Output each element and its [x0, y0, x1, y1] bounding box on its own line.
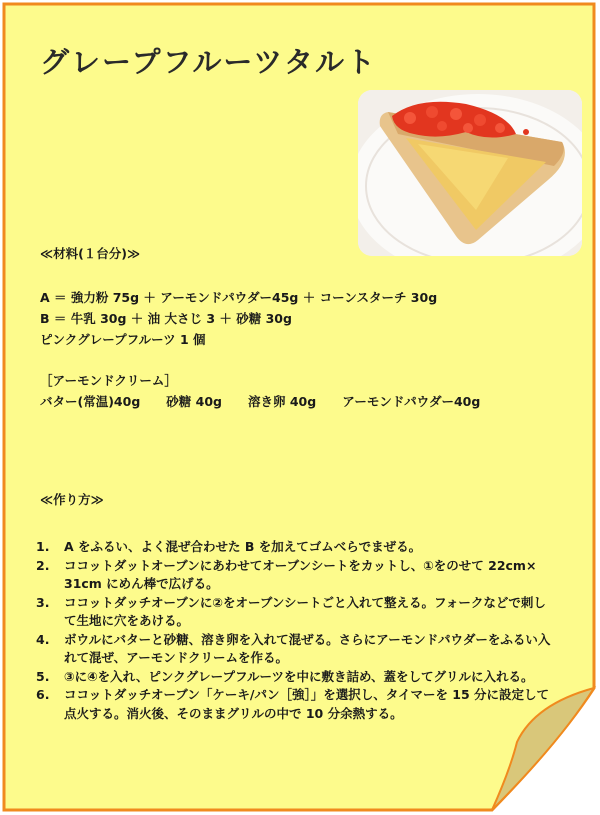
step-number: 1.: [36, 539, 50, 554]
step-item: [36, 668, 556, 687]
almond-cream-ingredients: [40, 394, 506, 410]
step-item: [36, 594, 556, 631]
step-item: [36, 686, 556, 723]
ingredients-heading: ≪材料(１台分)≫: [40, 246, 141, 261]
step-text: ボウルにバターと砂糖、溶き卵を入れて混ぜる。さらにアーモンドパウダーをふるい入れて混ぜ、アーモンドクリームを作る。: [64, 631, 551, 665]
almond-cream-item: 砂糖 40g: [166, 394, 222, 409]
almond-cream-item: 溶き卵 40g: [247, 394, 317, 409]
step-item: [36, 557, 556, 594]
step-text: A をふるい、よく混ぜ合わせた B を加えてゴムべらでまぜる。: [64, 539, 422, 554]
step-number: 2.: [36, 557, 50, 573]
steps-heading: ≪作り方≫: [40, 492, 104, 507]
step-text: ココットダッチオーブンに②をオーブンシートごと入れて整える。フォークなどで刺して生地に穴をあける。: [64, 594, 546, 628]
recipe-title: グレープフルーツタルト: [40, 45, 377, 79]
ingredient-line-b: B ＝ 牛乳 30g ＋ 油 大さじ 3 ＋ 砂糖 30g: [40, 311, 292, 326]
ingredient-line-a: A ＝ 強力粉 75g ＋ アーモンドパウダー45g ＋ コーンスターチ 30g: [40, 290, 438, 305]
step-text: ココットダッチオーブン「ケーキ/パン［強］」を選択し、タイマーを 15 分に設定して点火する。消火後、そのままグリルの中で 10 分余熱する。: [64, 687, 550, 721]
step-number: 6.: [36, 687, 50, 702]
steps-list: [36, 538, 556, 723]
step-number: 5.: [36, 668, 50, 684]
tart-photo: [358, 90, 582, 256]
almond-cream-item: バター(常温)40g: [40, 394, 141, 409]
step-text: ココットダットオーブンにあわせてオーブンシートをカットし、①をのせて 22cm× 31cm にめん棒で広げる。: [64, 557, 537, 591]
step-item: [36, 631, 556, 668]
step-text: ③に④を入れ、ピンクグレープフルーツを中に敷き詰め、蓋をしてグリルに入れる。: [64, 668, 534, 684]
step-number: 3.: [36, 594, 50, 610]
almond-cream-heading: ［アーモンドクリーム］: [40, 373, 177, 388]
almond-cream-item: アーモンドパウダー40g: [342, 394, 481, 409]
step-number: 4.: [36, 631, 50, 647]
ingredient-line-grapefruit: ピンクグレープフルーツ 1 個: [40, 332, 206, 347]
step-item: [36, 538, 556, 557]
